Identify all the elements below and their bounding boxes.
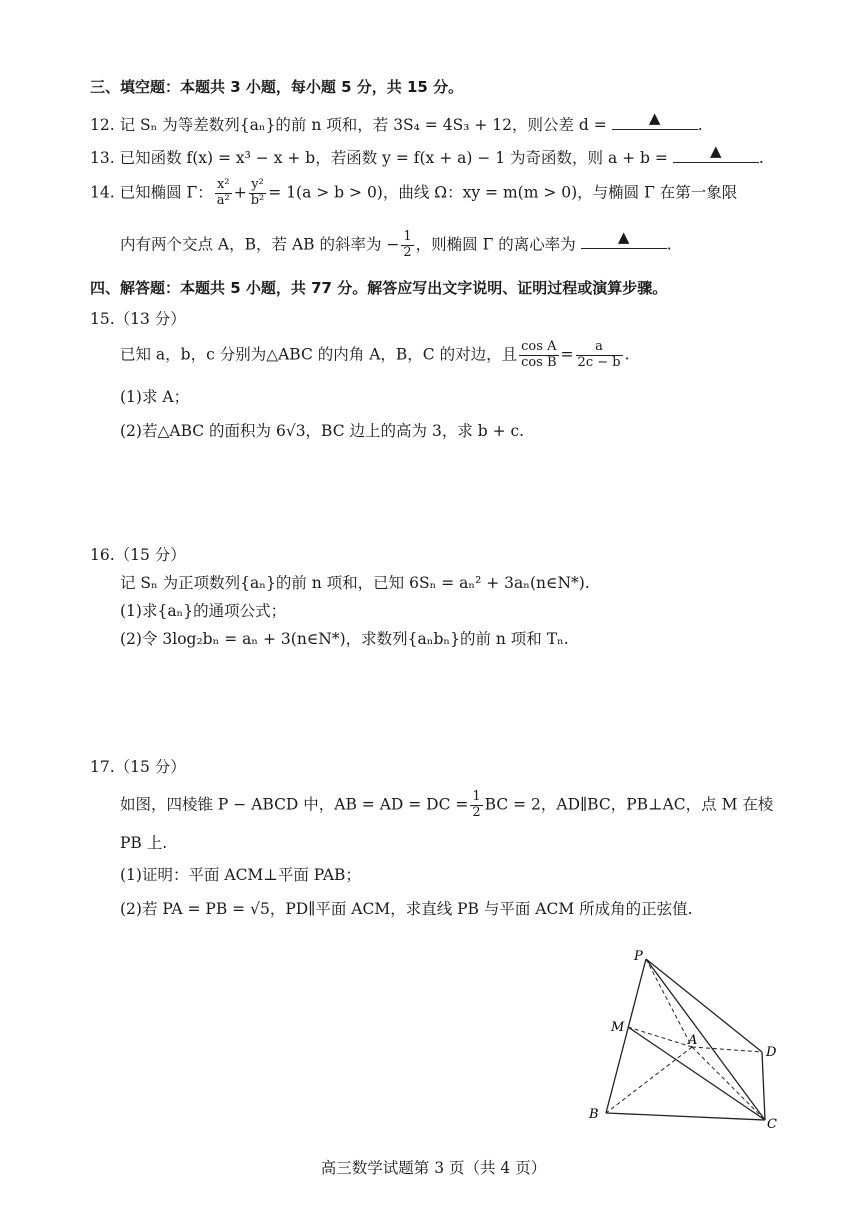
label-A: A bbox=[688, 1033, 698, 1048]
frac-numerator: a bbox=[576, 340, 623, 356]
question-12-end: . bbox=[697, 116, 703, 134]
label-D: D bbox=[766, 1045, 777, 1060]
answer-marker: ▲ bbox=[710, 142, 722, 160]
question-15-head: 15.（13 分） bbox=[90, 310, 186, 328]
question-13-end: . bbox=[758, 149, 764, 167]
edge-DC bbox=[762, 1052, 765, 1120]
frac-denominator: 2c − b bbox=[577, 354, 621, 370]
question-17-stem-a: 如图，四棱锥 P − ABCD 中，AB = AD = DC = bbox=[120, 795, 469, 814]
question-15-stem-end: . bbox=[624, 345, 630, 364]
question-15-part-2: (2)若△ABC 的面积为 6√3，BC 边上的高为 3，求 b + c. bbox=[120, 422, 525, 440]
question-17-stem-c: PB 上. bbox=[120, 834, 168, 852]
answer-blank-12 bbox=[612, 109, 698, 130]
label-B: B bbox=[589, 1107, 599, 1122]
ellipse-term-y bbox=[249, 178, 267, 209]
edge-AC bbox=[692, 1047, 765, 1120]
question-14 bbox=[90, 178, 737, 209]
question-17-stem bbox=[120, 790, 773, 821]
answer-marker: ▲ bbox=[617, 228, 630, 247]
question-17-stem-b: BC = 2，AD∥BC，PB⊥AC，点 M 在棱 bbox=[484, 795, 774, 814]
question-12-text: 12. 记 Sₙ 为等差数列{aₙ}的前 n 项和，若 3S₄ = 4S₃ + 12，则公差 d = bbox=[90, 116, 607, 134]
question-16-part-1: (1)求{aₙ}的通项公式； bbox=[120, 602, 287, 620]
label-P: P bbox=[634, 949, 643, 964]
question-14-line2-b: ，则椭圆 Γ 的离心率为 bbox=[415, 235, 576, 254]
ellipse-plus: + bbox=[233, 183, 247, 202]
question-14-end: . bbox=[666, 235, 672, 254]
label-M: M bbox=[611, 1020, 625, 1035]
question-14-line-2 bbox=[120, 230, 672, 261]
question-17-part-1: (1)证明：平面 ACM⊥平面 PAB； bbox=[120, 866, 361, 884]
section-3-title: 三、填空题：本题共 3 小题，每小题 5 分，共 15 分。 bbox=[90, 78, 464, 96]
question-16-part-2: (2)令 3log₂bₙ = aₙ + 3(n∈N*)，求数列{aₙbₙ}的前 n 项和 Tₙ. bbox=[120, 630, 569, 648]
question-17-part-2: (2)若 PA = PB = √5，PD∥平面 ACM，求直线 PB 与平面 ACM 所成角的正弦值. bbox=[120, 900, 693, 918]
cos-ratio bbox=[519, 340, 558, 371]
equals-sign: = bbox=[560, 345, 574, 364]
page-footer: 高三数学试题第 3 页（共 4 页） bbox=[320, 1159, 547, 1177]
frac-denominator: cos B bbox=[521, 354, 557, 370]
question-15-stem bbox=[120, 340, 630, 371]
section-4-title: 四、解答题：本题共 5 小题，共 77 分。解答应写出文字说明、证明过程或演算步骤。 bbox=[90, 279, 668, 297]
edge-AB bbox=[606, 1047, 692, 1113]
frac-numerator: y² bbox=[249, 178, 267, 194]
half-fraction bbox=[470, 790, 482, 821]
question-14-text-a: 14. 已知椭圆 Γ： bbox=[90, 183, 213, 202]
question-14-text-b: = 1(a > b > 0)，曲线 Ω：xy = m(m > 0)，与椭圆 Γ 在第一象限 bbox=[268, 183, 738, 202]
edge-BC bbox=[606, 1113, 765, 1120]
question-13-text: 13. 已知函数 f(x) = x³ − x + b，若函数 y = f(x + a) − 1 为奇函数，则 a + b = bbox=[90, 149, 668, 167]
frac-denominator: 2 bbox=[472, 804, 481, 820]
slope-fraction bbox=[401, 230, 413, 261]
frac-denominator: b² bbox=[250, 192, 265, 208]
question-17-head: 17.（15 分） bbox=[90, 758, 186, 776]
question-12 bbox=[90, 109, 703, 135]
frac-numerator: cos A bbox=[519, 340, 558, 356]
question-15-stem-a: 已知 a，b，c 分别为△ABC 的内角 A，B，C 的对边，且 bbox=[120, 345, 518, 364]
question-14-line2-a: 内有两个交点 A，B，若 AB 的斜率为 − bbox=[120, 235, 400, 254]
edge-AD bbox=[692, 1047, 762, 1052]
label-C: C bbox=[767, 1117, 777, 1132]
question-16-head: 16.（15 分） bbox=[90, 546, 186, 564]
edge-PB bbox=[606, 959, 646, 1113]
question-15-part-1: (1)求 A； bbox=[120, 388, 190, 406]
edge-PA bbox=[646, 959, 692, 1047]
frac-denominator: a² bbox=[216, 192, 230, 208]
edge-MA bbox=[628, 1027, 692, 1047]
question-16-stem: 记 Sₙ 为正项数列{aₙ}的前 n 项和，已知 6Sₙ = aₙ² + 3aₙ(n∈N*). bbox=[120, 574, 590, 592]
frac-numerator: 1 bbox=[403, 229, 412, 244]
answer-blank-13 bbox=[673, 142, 759, 163]
ellipse-term-x bbox=[215, 178, 232, 209]
answer-blank-14 bbox=[581, 228, 667, 249]
pyramid-figure bbox=[580, 945, 790, 1135]
answer-marker: ▲ bbox=[648, 109, 661, 127]
frac-numerator: 1 bbox=[472, 789, 481, 804]
side-ratio bbox=[576, 340, 623, 371]
frac-denominator: 2 bbox=[403, 244, 412, 260]
frac-numerator: x² bbox=[215, 178, 232, 194]
question-13 bbox=[90, 142, 764, 168]
